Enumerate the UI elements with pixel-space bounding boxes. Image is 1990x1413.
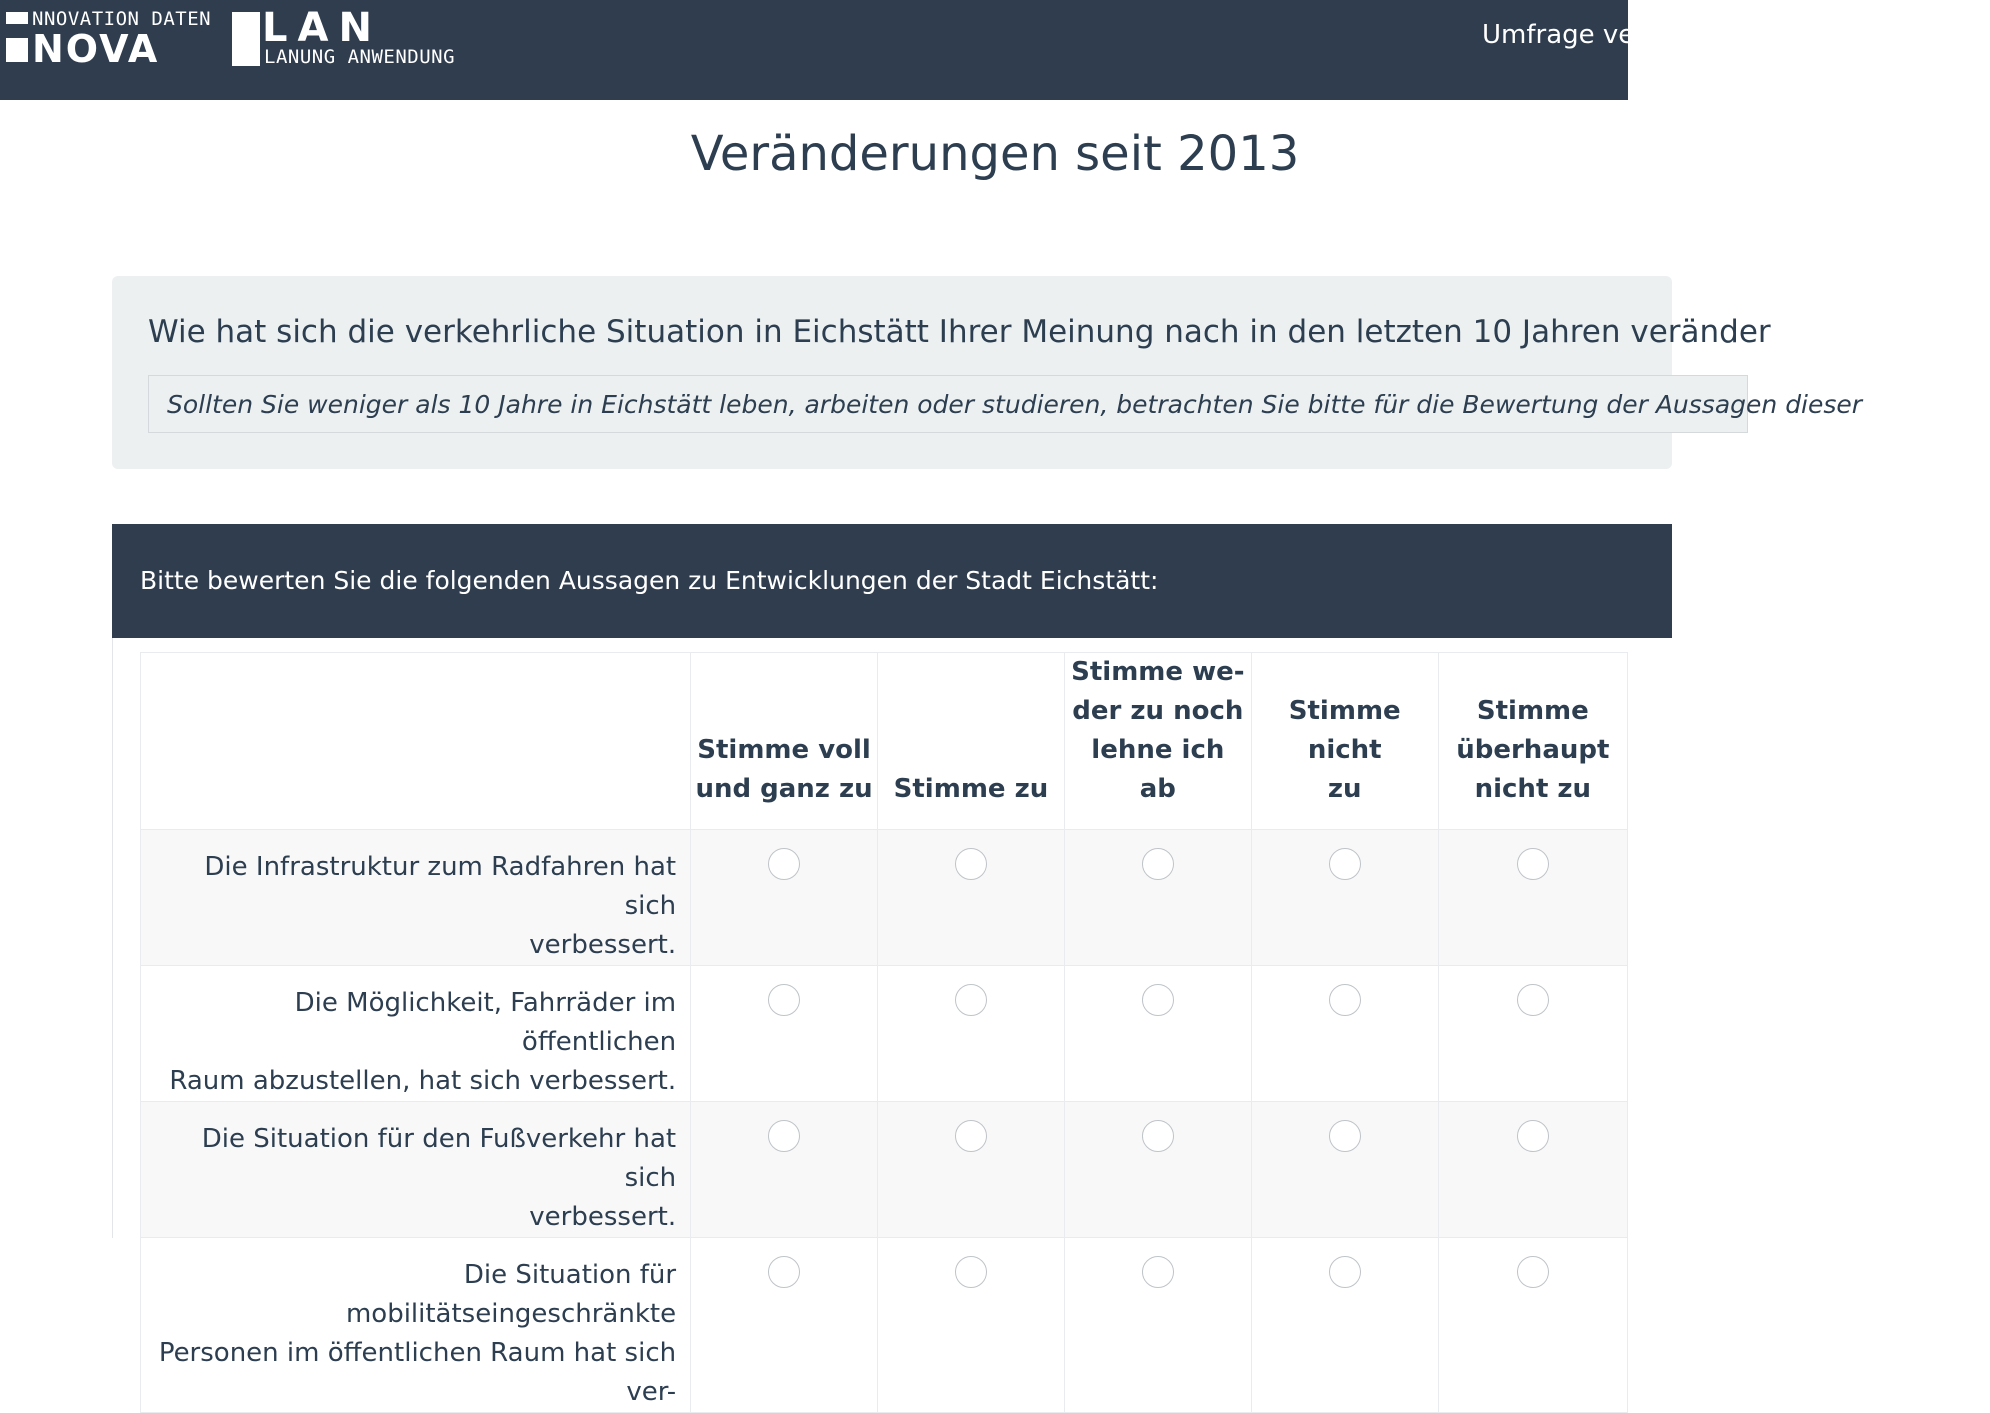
column-header-line: Stimme nicht <box>1288 696 1401 765</box>
option-cell <box>691 830 878 966</box>
radio-button[interactable] <box>955 1120 987 1152</box>
top-navbar <box>0 0 1645 100</box>
radio-button[interactable] <box>1329 1120 1361 1152</box>
logo-big-right: LAN <box>262 5 382 51</box>
logo-line2: LANUNG ANWENDUNG <box>264 46 456 68</box>
column-header-strongly-disagree <box>1438 653 1627 830</box>
question-panel <box>112 276 1863 469</box>
question-text: Wie hat sich die verkehrliche Situation in Eichstätt Ihrer Meinung nach in den letzten 10 Jahren veränder <box>148 314 1771 350</box>
column-header-line: der zu noch <box>1072 696 1244 726</box>
matrix-row <box>141 966 1628 1102</box>
option-cell <box>691 1238 878 1413</box>
matrix-header <box>112 524 1672 638</box>
question-hint-text: Sollten Sie weniger als 10 Jahre in Eichstätt leben, arbeiten oder studieren, betrachten Sie bitte für die Bewertung der Aussagen dieser <box>167 390 1863 419</box>
option-cell <box>691 1102 878 1238</box>
matrix-header-row <box>141 653 1628 830</box>
radio-button[interactable] <box>1329 848 1361 880</box>
question-hint-box <box>148 375 1863 433</box>
radio-button[interactable] <box>1142 1256 1174 1288</box>
matrix-row <box>141 1238 1628 1413</box>
statement-cell <box>141 1102 691 1238</box>
matrix-corner-cell <box>141 653 691 830</box>
radio-button[interactable] <box>768 848 800 880</box>
logo-big-left: NOVA <box>32 27 160 71</box>
nav-survey-link[interactable]: Umfrage ver <box>1482 20 1645 50</box>
radio-button[interactable] <box>1517 984 1549 1016</box>
option-cell <box>1064 830 1251 966</box>
option-cell <box>1438 1102 1627 1238</box>
option-cell <box>1251 830 1438 966</box>
statement-cell <box>141 1238 691 1413</box>
matrix-header-text: Bitte bewerten Sie die folgenden Aussagen zu Entwicklungen der Stadt Eichstätt: <box>140 566 1159 595</box>
matrix-row <box>141 1102 1628 1238</box>
logo-line1: NNOVATION DATEN <box>32 8 212 30</box>
column-header-line: zu <box>1327 774 1362 804</box>
radio-button[interactable] <box>1329 984 1361 1016</box>
option-cell <box>1064 1238 1251 1413</box>
column-header-disagree <box>1251 653 1438 830</box>
column-header-line: überhaupt <box>1456 735 1610 765</box>
matrix-row <box>141 830 1628 966</box>
option-cell <box>878 830 1065 966</box>
statement-line: Die Infrastruktur zum Radfahren hat sich <box>204 852 677 921</box>
column-header-line: Stimme zu <box>893 774 1049 804</box>
option-cell <box>1064 966 1251 1102</box>
statement-line: Personen im öffentlichen Raum hat sich ver- <box>158 1338 677 1407</box>
statement-line: verbessert. <box>529 930 677 960</box>
column-header-strongly-agree <box>691 653 878 830</box>
statement-line: Die Möglichkeit, Fahrräder im öffentlichen <box>294 988 677 1057</box>
radio-button[interactable] <box>768 984 800 1016</box>
radio-button[interactable] <box>1142 848 1174 880</box>
radio-button[interactable] <box>768 1256 800 1288</box>
rating-matrix <box>140 652 1628 1413</box>
radio-button[interactable] <box>955 984 987 1016</box>
column-header-line: Stimme voll <box>697 735 871 765</box>
statement-line: verbessert. <box>529 1202 677 1232</box>
radio-button[interactable] <box>1517 1256 1549 1288</box>
radio-button[interactable] <box>1142 984 1174 1016</box>
option-cell <box>878 966 1065 1102</box>
statement-line: Die Situation für mobilitätseingeschränkte <box>345 1260 677 1329</box>
radio-button[interactable] <box>955 848 987 880</box>
option-cell <box>1251 1102 1438 1238</box>
statement-cell <box>141 830 691 966</box>
page-title: Veränderungen seit 2013 <box>690 126 1300 182</box>
option-cell <box>691 966 878 1102</box>
column-header-line: nicht zu <box>1474 774 1592 804</box>
option-cell <box>1438 966 1627 1102</box>
option-cell <box>1064 1102 1251 1238</box>
statement-line: Raum abzustellen, hat sich verbessert. <box>169 1066 677 1096</box>
column-header-line: Stimme we- <box>1071 657 1245 687</box>
option-cell <box>1438 1238 1627 1413</box>
column-header-line: lehne ich ab <box>1091 735 1225 804</box>
statement-line: Die Situation für den Fußverkehr hat sich <box>201 1124 677 1193</box>
statement-cell <box>141 966 691 1102</box>
option-cell <box>878 1238 1065 1413</box>
column-header-line: Stimme <box>1476 696 1589 726</box>
logo-i-big-block <box>6 38 28 62</box>
inovaplan-logo[interactable] <box>4 5 468 71</box>
radio-button[interactable] <box>1329 1256 1361 1288</box>
column-header-neutral <box>1064 653 1251 830</box>
radio-button[interactable] <box>768 1120 800 1152</box>
column-header-agree <box>878 653 1065 830</box>
option-cell <box>1438 830 1627 966</box>
option-cell <box>1251 1238 1438 1413</box>
radio-button[interactable] <box>1517 1120 1549 1152</box>
radio-button[interactable] <box>1142 1120 1174 1152</box>
column-header-line: und ganz zu <box>695 774 873 804</box>
radio-button[interactable] <box>1517 848 1549 880</box>
logo-i-block <box>6 12 28 24</box>
logo-p-stem <box>232 12 260 66</box>
radio-button[interactable] <box>955 1256 987 1288</box>
option-cell <box>878 1102 1065 1238</box>
option-cell <box>1251 966 1438 1102</box>
